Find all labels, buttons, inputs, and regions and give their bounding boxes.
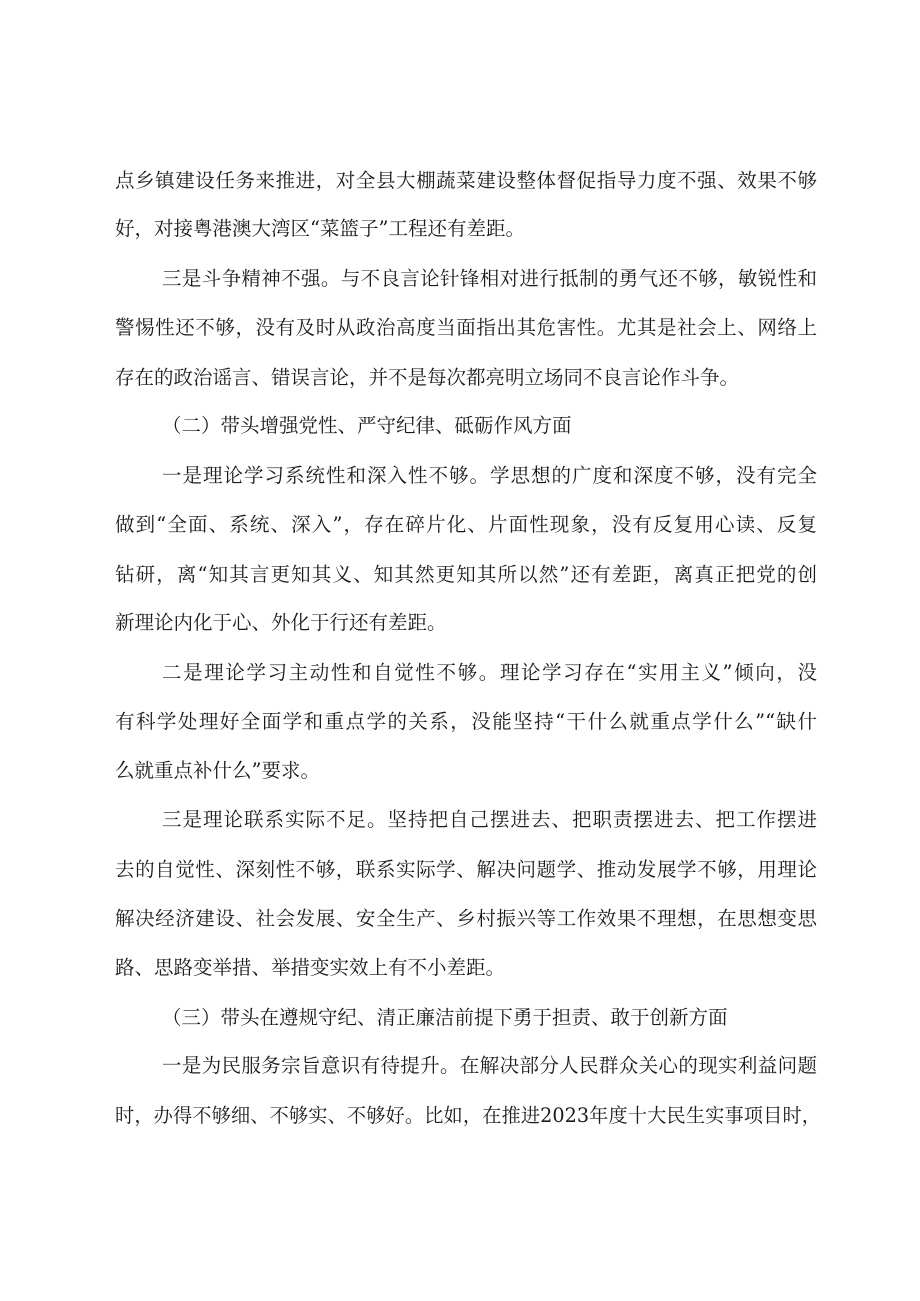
paragraph-first-line: 一是理论学习系统性和深入性不够。学思想的广度和深度不够，没有完全 — [162, 464, 817, 487]
paragraph-first-line: 三是理论联系实际不足。坚持把自己摆进去、把职责摆进去、把工作摆进 — [162, 808, 817, 831]
body-text-line: 好，对接粤港澳大湾区“菜篮子”工程还有差距。 — [115, 217, 525, 240]
body-text-line: 点乡镇建设任务来推进，对全县大棚蔬菜建设整体督促指导力度不强、效果不够 — [115, 169, 817, 192]
body-text-line: 钻研，离“知其言更知其义、知其然更知其所以然”还有差距，离真正把党的创 — [115, 563, 817, 586]
body-text-line: 存在的政治谣言、错误言论，并不是每次都亮明立场同不良言论作斗争。 — [115, 366, 740, 389]
paragraph-first-line: 一是为民服务宗旨意识有待提升。在解决部分人民群众关心的现实利益问题 — [162, 1054, 817, 1077]
body-text-line: 有科学处理好全面学和重点学的关系，没能坚持“干什么就重点学什么”“缺什 — [115, 710, 817, 733]
section-heading: （二）带头增强党性、严守纪律、砥砺作风方面 — [162, 414, 572, 437]
paragraph-first-line: 二是理论学习主动性和自觉性不够。理论学习存在“实用主义”倾向，没 — [162, 661, 817, 684]
body-text-line: 时，办得不够细、不够实、不够好。比如，在推进2023年度十大民生实事项目时， — [115, 1104, 821, 1127]
body-text-line: 做到“全面、系统、深入”，存在碎片化、片面性现象，没有反复用心读、反复 — [115, 513, 817, 536]
body-text-line: 去的自觉性、深刻性不够，联系实际学、解决问题学、推动发展学不够，用理论 — [115, 858, 817, 881]
body-text-line: 警惕性还不够，没有及时从政治高度当面指出其危害性。尤其是社会上、网络上 — [115, 316, 817, 339]
body-text-line: 路、思路变举措、举措变实效上有不小差距。 — [115, 956, 506, 979]
body-text-line: 解决经济建设、社会发展、安全生产、乡村振兴等工作效果不理想，在思想变思 — [115, 907, 817, 930]
body-text-line: 新理论内化于心、外化于行还有差距。 — [115, 611, 447, 634]
body-text-line: 么就重点补什么”要求。 — [115, 759, 320, 782]
section-heading: （三）带头在遵规守纪、清正廉洁前提下勇于担责、敢于创新方面 — [162, 1006, 728, 1029]
paragraph-first-line: 三是斗争精神不强。与不良言论针锋相对进行抵制的勇气还不够，敏锐性和 — [162, 267, 817, 290]
